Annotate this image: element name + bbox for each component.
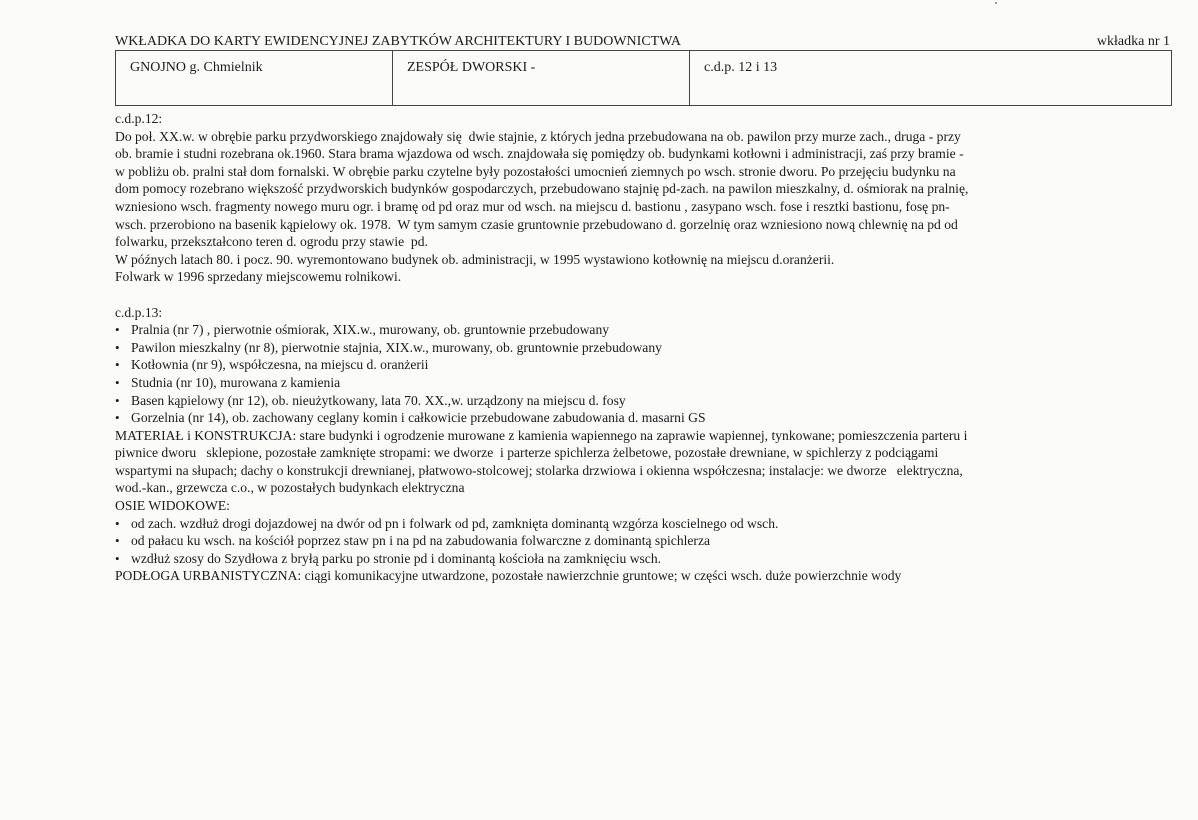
text-line: wzniesiono wsch. fragmenty nowego muru ogr. i bramę od pd oraz mur od wsch. na miejscu d. bastionu , zasypano wsch. fose i resztki bastionu, fosę pn-	[115, 198, 950, 214]
text-line: Do poł. XX.w. w obrębie parku przydworskiego znajdowały się dwie stajnie, z których jedna przebudowana na ob. pawilon przy murze zach., druga - przy	[115, 128, 961, 144]
document-content	[115, 110, 1172, 585]
text-line: wsch. przerobiono na basenik kąpielowy ok. 1978. W tym samym czasie gruntownie przebudowano d. gorzelnię oraz wzniesiono nową chlewnię na pd od	[115, 216, 958, 232]
document-title: WKŁADKA DO KARTY EWIDENCYJNEJ ZABYTKÓW ARCHITEKTURY I BUDOWNICTWA	[115, 34, 681, 49]
view-axes-list	[115, 515, 1172, 568]
list-item: • Basen kąpielowy (nr 12), ob. nieużytkowany, lata 70. XX.,w. urządzony na miejscu d. fosy	[115, 392, 1172, 410]
identification-boxes	[115, 51, 1172, 106]
list-item: • wzdłuż szosy do Szydłowa z bryłą parku po stronie pd i dominantą kościoła na zamknięciu wsch.	[115, 550, 1172, 568]
object-box: ZESPÓŁ DWORSKI -	[393, 51, 690, 105]
list-item: • Gorzelnia (nr 14), ob. zachowany ceglany komin i całkowicie przebudowane zabudowania d. masarni GS	[115, 409, 1172, 427]
text-line: dom pomocy rozebrano większość przydworskich budynków gospodarczych, przebudowano stajnię pd-zach. na pawilon mieszkalny, d. ośmiorak na pralnię,	[115, 181, 969, 197]
text-line: MATERIAŁ i KONSTRUKCJA: stare budynki i ogrodzenie murowane z kamienia wapiennego na zaprawie wapiennej, tynkowane; pomieszczenia parteru i	[115, 427, 968, 443]
list-item: • od pałacu ku wsch. na kościół poprzez staw pn i na pd na zabudowania folwarczne z dominantą spichlerza	[115, 532, 1172, 550]
list-item: • Pawilon mieszkalny (nr 8), pierwotnie stajnia, XIX.w., murowany, ob. gruntownie przebudowany	[115, 339, 1172, 357]
scan-speck	[995, 2, 997, 4]
continuation-box: c.d.p. 12 i 13	[704, 60, 778, 75]
section-13-heading: c.d.p.13:	[115, 304, 163, 320]
text-line: w pobliżu ob. pralni stał dom fornalski. W obrębie parku czytelne były pozostałości umocnień ziemnych po wsch. stronie dworu. Po przejęciu budynku na	[115, 163, 956, 179]
section-12-heading: c.d.p.12:	[115, 111, 163, 126]
document-page	[115, 32, 1172, 585]
text-line: folwarku, przekształcono teren d. ogrodu przy stawie pd.	[115, 234, 428, 250]
building-list	[115, 321, 1172, 427]
text-line: piwnice dworu sklepione, pozostałe zamknięte stropami: we dworze i parterze spichlerza żelbetowe, pozostałe drewniane, w spichlerzy z podciągami	[115, 445, 939, 461]
list-item: • Studnia (nr 10), murowana z kamienia	[115, 374, 1172, 392]
text-line: wspartymi na słupach; dachy o konstrukcji drewnianej, płatwowo-stolcowej; stolarka drzwiowa i okienna współczesna; instalacje: we dworze elektryczna,	[115, 462, 963, 478]
header-row	[115, 32, 1172, 51]
list-item: • Pralnia (nr 7) , pierwotnie ośmiorak, XIX.w., murowany, ob. gruntownie przebudowany	[115, 321, 1172, 339]
text-line: PODŁOGA URBANISTYCZNA: ciągi komunikacyjne utwardzone, pozostałe nawierzchnie gruntowe; w części wsch. duże powierzchnie wody	[115, 568, 902, 584]
insert-number: wkładka nr 1	[1096, 34, 1170, 49]
location-box: GNOJNO g. Chmielnik	[116, 51, 393, 105]
section-12	[115, 110, 1172, 286]
spacer	[115, 286, 1172, 304]
list-item: • od zach. wzdłuż drogi dojazdowej na dwór od pn i folwark od pd, zamknięta dominantą wzgórza koscielnego od wsch.	[115, 515, 1172, 533]
views-heading: OSIE WIDOKOWE:	[115, 498, 230, 514]
text-line: Folwark w 1996 sprzedany miejscowemu rolnikowi.	[115, 269, 402, 285]
text-line: wod.-kan., grzewcza c.o., w pozostałych budynkach elektryczna	[115, 480, 465, 496]
section-13	[115, 304, 1172, 586]
text-line: ob. bramie i studni rozebrana ok.1960. Stara brama wjazdowa od wsch. znajdowała się pomiędzy ob. budynkami kotłowni i administracji, zaś przy bramie -	[115, 146, 964, 162]
list-item: • Kotłownia (nr 9), współczesna, na miejscu d. oranżerii	[115, 356, 1172, 374]
text-line: W późnych latach 80. i pocz. 90. wyremontowano budynek ob. administracji, w 1995 wystawiono kotłownię na miejscu d.oranżerii.	[115, 251, 835, 267]
